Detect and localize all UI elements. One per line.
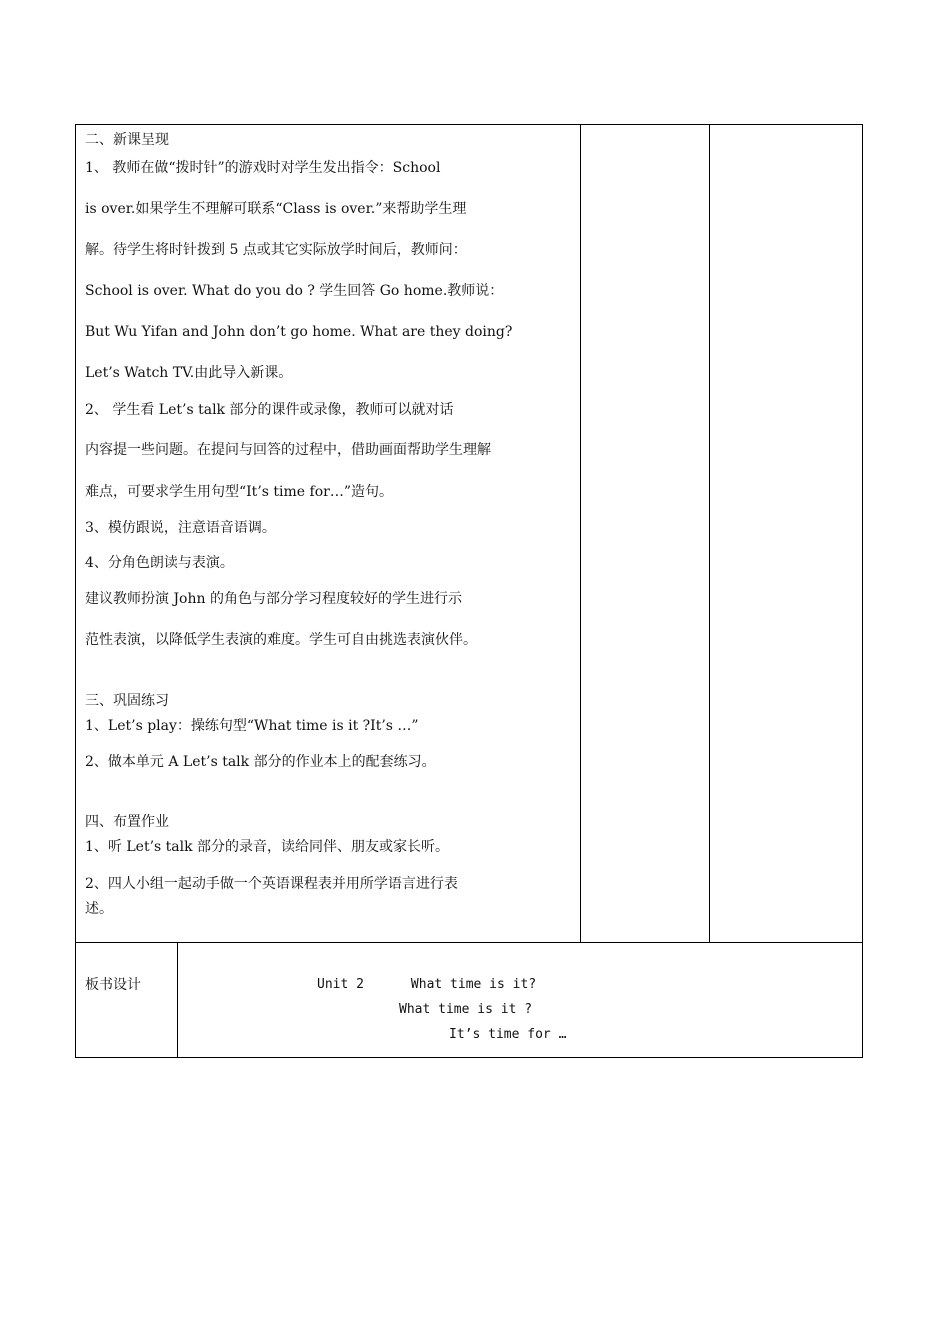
- board-line-1: Unit 2 What time is it?: [317, 977, 537, 992]
- section-3-line: 2、做本单元 A Let’s talk 部分的作业本上的配套练习。: [85, 754, 436, 770]
- section-2-line: is over.如果学生不理解可联系“Class is over.”来帮助学生理: [85, 201, 467, 217]
- board-column-divider: [177, 942, 178, 1057]
- section-2-line: School is over. What do you do ? 学生回答 Go home.教师说：: [85, 283, 504, 299]
- section-4-line: 1、听 Let’s talk 部分的录音，读给同伴、朋友或家长听。: [85, 839, 450, 855]
- section-3-line: 1、Let’s play：操练句型“What time is it ?It’s …”: [85, 718, 419, 734]
- section-2-line: 4、分角色朗读与表演。: [85, 555, 234, 571]
- section-3-heading: 三、巩固练习: [85, 693, 169, 709]
- section-2-line: 解。待学生将时针拨到 5 点或其它实际放学时间后，教师问：: [85, 242, 467, 258]
- column-divider-1: [580, 125, 581, 942]
- board-design-label: 板书设计: [85, 977, 141, 993]
- section-2-line: 建议教师扮演 John 的角色与部分学习程度较好的学生进行示: [85, 591, 462, 607]
- section-2-line: 2、 学生看 Let’s talk 部分的课件或录像，教师可以就对话: [85, 402, 454, 418]
- section-4-heading: 四、布置作业: [85, 814, 169, 830]
- section-2-line: 3、模仿跟说，注意语音语调。: [85, 520, 276, 536]
- section-2-line: But Wu Yifan and John don’t go home. What are they doing?: [85, 324, 513, 340]
- board-line-2: What time is it ?: [399, 1002, 533, 1017]
- section-2-line: 范性表演，以降低学生表演的难度。学生可自由挑选表演伙伴。: [85, 632, 477, 648]
- section-4-line: 2、四人小组一起动手做一个英语课程表并用所学语言进行表: [85, 876, 458, 892]
- section-2-line: 1、 教师在做“拨时针”的游戏时对学生发出指令：School: [85, 160, 441, 176]
- section-4-line: 述。: [85, 901, 113, 917]
- row-divider: [76, 942, 862, 943]
- section-2-line: Let’s Watch TV.由此导入新课。: [85, 365, 293, 381]
- board-line-3: It’s time for …: [449, 1027, 567, 1042]
- section-2-line: 难点，可要求学生用句型“It’s time for…”造句。: [85, 484, 393, 500]
- section-2-line: 内容提一些问题。在提问与回答的过程中，借助画面帮助学生理解: [85, 442, 491, 458]
- section-2-heading: 二、新课呈现: [85, 132, 169, 148]
- column-divider-2: [709, 125, 710, 942]
- lesson-plan-table: [75, 124, 863, 1058]
